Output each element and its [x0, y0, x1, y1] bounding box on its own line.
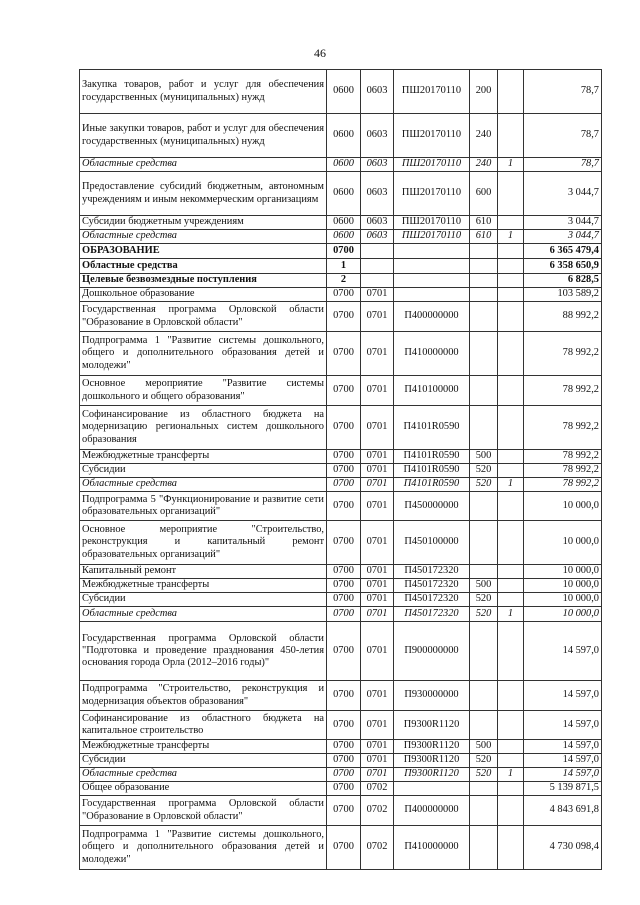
cell-target-article: П400000000: [394, 796, 470, 826]
cell-target-article: П9300R1120: [394, 754, 470, 768]
table-row: [80, 70, 602, 114]
cell-name: Иные закупки товаров, работ и услуг для обеспечения государственных (муниципальных) нужд: [80, 114, 327, 158]
cell-name: Дошкольное образование: [80, 288, 327, 302]
cell-expense-type: [470, 288, 498, 302]
cell-amount: 6 828,5: [524, 274, 602, 288]
table-row: [80, 230, 602, 244]
cell-amount: 14 597,0: [524, 711, 602, 740]
table-row: [80, 782, 602, 796]
cell-section: 0700: [327, 332, 361, 376]
cell-funding-source: [498, 711, 524, 740]
cell-name: Софинансирование из областного бюджета на капитальное строительство: [80, 711, 327, 740]
cell-target-article: [394, 288, 470, 302]
cell-target-article: ПШ20170110: [394, 216, 470, 230]
cell-name: Областные средства: [80, 607, 327, 622]
cell-section: 0600: [327, 216, 361, 230]
cell-target-article: ПШ20170110: [394, 172, 470, 216]
cell-section: 0700: [327, 754, 361, 768]
cell-expense-type: [470, 565, 498, 579]
cell-expense-type: 520: [470, 768, 498, 782]
cell-section: 0700: [327, 288, 361, 302]
cell-funding-source: [498, 782, 524, 796]
cell-subsection: [361, 274, 394, 288]
cell-amount: 103 589,2: [524, 288, 602, 302]
cell-expense-type: [470, 332, 498, 376]
cell-name: Государственная программа Орловской области "Образование в Орловской области": [80, 796, 327, 826]
cell-funding-source: [498, 259, 524, 274]
cell-amount: 10 000,0: [524, 521, 602, 565]
cell-funding-source: 1: [498, 158, 524, 172]
cell-target-article: [394, 244, 470, 259]
cell-target-article: [394, 274, 470, 288]
cell-expense-type: 500: [470, 579, 498, 593]
table-row: [80, 681, 602, 711]
cell-expense-type: 200: [470, 70, 498, 114]
cell-funding-source: [498, 622, 524, 681]
cell-expense-type: 240: [470, 158, 498, 172]
cell-funding-source: [498, 450, 524, 464]
cell-subsection: 0701: [361, 376, 394, 406]
cell-expense-type: [470, 406, 498, 450]
cell-amount: 88 992,2: [524, 302, 602, 332]
cell-amount: 14 597,0: [524, 754, 602, 768]
cell-amount: 78 992,2: [524, 376, 602, 406]
cell-expense-type: 520: [470, 478, 498, 492]
cell-amount: 3 044,7: [524, 216, 602, 230]
cell-subsection: 0701: [361, 464, 394, 478]
cell-subsection: 0701: [361, 579, 394, 593]
cell-section: 0700: [327, 565, 361, 579]
cell-name: Предоставление субсидий бюджетным, автономным учреждениям и иным некоммерческим организациям: [80, 172, 327, 216]
cell-section: 0700: [327, 492, 361, 521]
cell-amount: 4 843 691,8: [524, 796, 602, 826]
cell-section: 0700: [327, 376, 361, 406]
cell-name: Межбюджетные трансферты: [80, 450, 327, 464]
cell-target-article: [394, 782, 470, 796]
cell-funding-source: [498, 376, 524, 406]
cell-expense-type: [470, 622, 498, 681]
cell-subsection: 0702: [361, 826, 394, 870]
cell-subsection: 0701: [361, 754, 394, 768]
cell-target-article: П400000000: [394, 302, 470, 332]
table-row: [80, 826, 602, 870]
cell-funding-source: [498, 593, 524, 607]
table-row: [80, 622, 602, 681]
cell-name: Подпрограмма 1 "Развитие системы дошкольного, общего и дополнительного образования детей и молодежи": [80, 332, 327, 376]
cell-funding-source: 1: [498, 768, 524, 782]
cell-subsection: 0701: [361, 478, 394, 492]
cell-subsection: 0603: [361, 216, 394, 230]
cell-expense-type: [470, 826, 498, 870]
cell-target-article: П9300R1120: [394, 768, 470, 782]
cell-expense-type: [470, 274, 498, 288]
cell-section: 0700: [327, 450, 361, 464]
cell-funding-source: [498, 216, 524, 230]
cell-subsection: 0701: [361, 607, 394, 622]
cell-target-article: П930000000: [394, 681, 470, 711]
table-row: [80, 464, 602, 478]
cell-funding-source: [498, 796, 524, 826]
cell-funding-source: [498, 274, 524, 288]
cell-expense-type: 610: [470, 230, 498, 244]
cell-subsection: 0603: [361, 70, 394, 114]
cell-expense-type: [470, 244, 498, 259]
cell-funding-source: [498, 826, 524, 870]
cell-amount: 3 044,7: [524, 230, 602, 244]
cell-funding-source: [498, 70, 524, 114]
cell-subsection: 0701: [361, 521, 394, 565]
cell-target-article: ПШ20170110: [394, 230, 470, 244]
cell-section: 0700: [327, 622, 361, 681]
cell-target-article: ПШ20170110: [394, 70, 470, 114]
cell-funding-source: [498, 288, 524, 302]
cell-name: Основное мероприятие "Строительство, реконструкция и капитальный ремонт образовательных организаций": [80, 521, 327, 565]
table-row: [80, 492, 602, 521]
table-row: [80, 406, 602, 450]
cell-section: 1: [327, 259, 361, 274]
cell-section: 0700: [327, 681, 361, 711]
cell-name: Софинансирование из областного бюджета на модернизацию региональных систем дошкольного образования: [80, 406, 327, 450]
cell-amount: 10 000,0: [524, 565, 602, 579]
cell-subsection: 0701: [361, 593, 394, 607]
cell-target-article: П4101R0590: [394, 406, 470, 450]
cell-expense-type: 600: [470, 172, 498, 216]
cell-funding-source: 1: [498, 230, 524, 244]
cell-subsection: 0603: [361, 114, 394, 158]
cell-amount: 14 597,0: [524, 622, 602, 681]
table-row: [80, 478, 602, 492]
cell-expense-type: [470, 259, 498, 274]
table-row: [80, 288, 602, 302]
cell-target-article: П9300R1120: [394, 711, 470, 740]
cell-funding-source: [498, 681, 524, 711]
budget-table: [79, 69, 602, 870]
cell-name: ОБРАЗОВАНИЕ: [80, 244, 327, 259]
cell-amount: 78 992,2: [524, 406, 602, 450]
cell-amount: 6 358 650,9: [524, 259, 602, 274]
cell-amount: 14 597,0: [524, 740, 602, 754]
cell-subsection: 0603: [361, 230, 394, 244]
cell-subsection: 0701: [361, 332, 394, 376]
cell-amount: 10 000,0: [524, 593, 602, 607]
cell-section: 0600: [327, 158, 361, 172]
cell-funding-source: [498, 302, 524, 332]
cell-name: Подпрограмма "Строительство, реконструкция и модернизация объектов образования": [80, 681, 327, 711]
cell-funding-source: [498, 565, 524, 579]
cell-expense-type: 610: [470, 216, 498, 230]
cell-target-article: П450172320: [394, 593, 470, 607]
table-row: [80, 259, 602, 274]
cell-name: Межбюджетные трансферты: [80, 579, 327, 593]
cell-funding-source: [498, 244, 524, 259]
cell-name: Основное мероприятие "Развитие системы дошкольного и общего образования": [80, 376, 327, 406]
cell-section: 0700: [327, 796, 361, 826]
cell-expense-type: 500: [470, 450, 498, 464]
cell-subsection: 0603: [361, 158, 394, 172]
table-row: [80, 754, 602, 768]
cell-expense-type: 500: [470, 740, 498, 754]
cell-section: 0700: [327, 521, 361, 565]
cell-subsection: 0701: [361, 288, 394, 302]
cell-expense-type: [470, 796, 498, 826]
cell-expense-type: [470, 302, 498, 332]
cell-section: 0700: [327, 782, 361, 796]
cell-target-article: П450172320: [394, 607, 470, 622]
cell-expense-type: [470, 681, 498, 711]
cell-name: Подпрограмма 5 "Функционирование и развитие сети образовательных организаций": [80, 492, 327, 521]
cell-expense-type: [470, 711, 498, 740]
cell-funding-source: [498, 172, 524, 216]
cell-section: 0700: [327, 826, 361, 870]
cell-target-article: П450000000: [394, 492, 470, 521]
cell-subsection: 0701: [361, 492, 394, 521]
cell-section: 0600: [327, 70, 361, 114]
cell-amount: 14 597,0: [524, 681, 602, 711]
cell-name: Областные средства: [80, 158, 327, 172]
cell-amount: 78 992,2: [524, 332, 602, 376]
cell-name: Областные средства: [80, 768, 327, 782]
cell-target-article: П450172320: [394, 579, 470, 593]
cell-target-article: [394, 259, 470, 274]
cell-target-article: П900000000: [394, 622, 470, 681]
cell-section: 0700: [327, 406, 361, 450]
cell-name: Областные средства: [80, 230, 327, 244]
cell-amount: 10 000,0: [524, 492, 602, 521]
cell-funding-source: [498, 579, 524, 593]
cell-amount: 4 730 098,4: [524, 826, 602, 870]
cell-expense-type: [470, 782, 498, 796]
cell-target-article: П4101R0590: [394, 450, 470, 464]
table-row: [80, 216, 602, 230]
cell-funding-source: [498, 114, 524, 158]
cell-amount: 10 000,0: [524, 579, 602, 593]
cell-section: 2: [327, 274, 361, 288]
cell-target-article: П4101R0590: [394, 478, 470, 492]
cell-name: Субсидии: [80, 464, 327, 478]
cell-expense-type: 520: [470, 607, 498, 622]
cell-subsection: 0701: [361, 622, 394, 681]
cell-amount: 78 992,2: [524, 450, 602, 464]
cell-target-article: П4101R0590: [394, 464, 470, 478]
table-row: [80, 244, 602, 259]
cell-amount: 78,7: [524, 158, 602, 172]
cell-expense-type: 240: [470, 114, 498, 158]
cell-section: 0600: [327, 230, 361, 244]
cell-section: 0700: [327, 607, 361, 622]
cell-name: Областные средства: [80, 478, 327, 492]
cell-section: 0700: [327, 711, 361, 740]
cell-amount: 78 992,2: [524, 464, 602, 478]
table-row: [80, 376, 602, 406]
table-row: [80, 302, 602, 332]
cell-name: Общее образование: [80, 782, 327, 796]
cell-name: Капитальный ремонт: [80, 565, 327, 579]
cell-subsection: 0701: [361, 768, 394, 782]
cell-target-article: П450172320: [394, 565, 470, 579]
page-number: 46: [314, 46, 326, 60]
cell-section: 0700: [327, 740, 361, 754]
cell-subsection: 0603: [361, 172, 394, 216]
table-row: [80, 172, 602, 216]
table-row: [80, 114, 602, 158]
cell-subsection: 0701: [361, 681, 394, 711]
cell-section: 0600: [327, 172, 361, 216]
cell-subsection: [361, 244, 394, 259]
table-row: [80, 565, 602, 579]
cell-funding-source: [498, 521, 524, 565]
cell-target-article: П410000000: [394, 826, 470, 870]
cell-funding-source: [498, 332, 524, 376]
cell-name: Межбюджетные трансферты: [80, 740, 327, 754]
cell-subsection: 0701: [361, 406, 394, 450]
cell-subsection: [361, 259, 394, 274]
table-row: [80, 796, 602, 826]
cell-amount: 78,7: [524, 114, 602, 158]
cell-expense-type: 520: [470, 464, 498, 478]
cell-name: Подпрограмма 1 "Развитие системы дошкольного, общего и дополнительного образования детей и молодежи": [80, 826, 327, 870]
cell-name: Целевые безвозмездные поступления: [80, 274, 327, 288]
cell-subsection: 0701: [361, 711, 394, 740]
cell-section: 0700: [327, 302, 361, 332]
cell-funding-source: [498, 406, 524, 450]
table-row: [80, 332, 602, 376]
table-row: [80, 274, 602, 288]
cell-section: 0700: [327, 768, 361, 782]
cell-funding-source: [498, 492, 524, 521]
cell-amount: 5 139 871,5: [524, 782, 602, 796]
cell-amount: 78,7: [524, 70, 602, 114]
cell-funding-source: [498, 464, 524, 478]
cell-amount: 14 597,0: [524, 768, 602, 782]
table-row: [80, 607, 602, 622]
cell-section: 0700: [327, 478, 361, 492]
cell-section: 0700: [327, 593, 361, 607]
cell-subsection: 0701: [361, 740, 394, 754]
cell-name: Субсидии бюджетным учреждениям: [80, 216, 327, 230]
cell-amount: 10 000,0: [524, 607, 602, 622]
table-row: [80, 579, 602, 593]
table-row: [80, 158, 602, 172]
cell-funding-source: [498, 740, 524, 754]
table-row: [80, 740, 602, 754]
cell-target-article: ПШ20170110: [394, 158, 470, 172]
table-row: [80, 768, 602, 782]
cell-amount: 3 044,7: [524, 172, 602, 216]
cell-section: 0600: [327, 114, 361, 158]
cell-subsection: 0701: [361, 565, 394, 579]
cell-name: Государственная программа Орловской области "Подготовка и проведение празднования 450-летия основания города Орла (2012–2016 годы)": [80, 622, 327, 681]
cell-name: Государственная программа Орловской области "Образование в Орловской области": [80, 302, 327, 332]
cell-target-article: П410100000: [394, 376, 470, 406]
cell-target-article: П450100000: [394, 521, 470, 565]
cell-funding-source: 1: [498, 607, 524, 622]
cell-expense-type: 520: [470, 754, 498, 768]
cell-funding-source: 1: [498, 478, 524, 492]
cell-target-article: ПШ20170110: [394, 114, 470, 158]
cell-name: Субсидии: [80, 593, 327, 607]
cell-expense-type: [470, 492, 498, 521]
table-row: [80, 450, 602, 464]
cell-target-article: П9300R1120: [394, 740, 470, 754]
cell-amount: 6 365 479,4: [524, 244, 602, 259]
cell-name: Областные средства: [80, 259, 327, 274]
cell-subsection: 0701: [361, 450, 394, 464]
cell-section: 0700: [327, 244, 361, 259]
cell-name: Субсидии: [80, 754, 327, 768]
cell-funding-source: [498, 754, 524, 768]
cell-section: 0700: [327, 579, 361, 593]
table-row: [80, 521, 602, 565]
cell-section: 0700: [327, 464, 361, 478]
cell-expense-type: [470, 521, 498, 565]
cell-target-article: П410000000: [394, 332, 470, 376]
cell-expense-type: 520: [470, 593, 498, 607]
cell-subsection: 0702: [361, 782, 394, 796]
table-row: [80, 711, 602, 740]
cell-name: Закупка товаров, работ и услуг для обеспечения государственных (муниципальных) нужд: [80, 70, 327, 114]
cell-expense-type: [470, 376, 498, 406]
table-row: [80, 593, 602, 607]
cell-subsection: 0702: [361, 796, 394, 826]
cell-amount: 78 992,2: [524, 478, 602, 492]
cell-subsection: 0701: [361, 302, 394, 332]
